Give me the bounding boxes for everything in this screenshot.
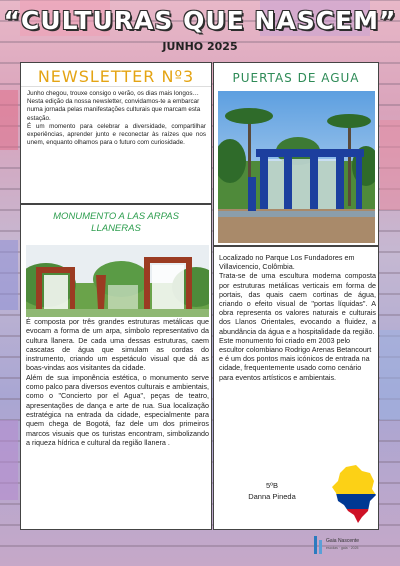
monumento-title-line: LLANERAS: [91, 223, 141, 234]
puertas-photo: [218, 91, 375, 243]
school-logo: [312, 534, 372, 560]
newsletter-intro-panel: [20, 62, 212, 204]
issue-date: JUNHO 2025: [162, 40, 238, 53]
newsletter-title: NEWSLETTER Nº3: [21, 63, 211, 87]
wall-brick: [0, 240, 18, 310]
author-signature: [222, 480, 322, 502]
monumento-paragraph: É composta por três grandes estruturas metálicas que evocam a forma de um arpa, símbolo representativo da cultura llanera. De cada uma dessas estruturas, caem cascatas de água que simulam as cordas do instrumento, criando um espetáculo visual que dá as boas-vindas aos visitantes da cidade.: [26, 317, 209, 373]
puertas-text: [219, 253, 376, 382]
wall-brick: [380, 330, 400, 420]
monumento-title: [21, 205, 211, 245]
puertas-paragraph: Localizado no Parque Los Fundadores em Villavicencio, Colômbia.: [219, 253, 355, 272]
author-name: Danna Pineda: [248, 492, 296, 501]
intro-paragraph: É um momento para celebrar a diversidade, compartilhar experiências, aprender junto e reconectar às raízes que nos unem, enquanto olhamos para o futuro com curiosidade.: [27, 122, 206, 147]
colombia-flag-map-icon: [332, 465, 376, 523]
monumento-paragraph: Além de sua imponência estética, o monumento serve como palco para diversos eventos culturais e ambientais, como o "Concierto por el Agua", peças de teatro, apresentações de dança e arte de rua. Sua localização estratégica na entrada da cidade, especialmente para quem chega de Bogotá, faz dele um dos primeiros marcos visuais que os turistas encontram, simbolizando a riqueza hídrica e cultural da região llanera .: [26, 372, 209, 447]
intro-paragraph: Junho chegou, trouxe consigo o verão, os dias mais longos…: [27, 90, 199, 97]
newsletter-intro-text: [21, 87, 211, 147]
wall-brick: [380, 120, 400, 210]
intro-paragraph: Nesta edição da nossa newsletter, convidamos-te a embarcar numa jornada pelas manifestações culturais que marcam esta estação.: [27, 98, 201, 122]
puertas-text-panel: [213, 246, 379, 530]
puertas-paragraph: Este monumento foi criado em 2003 pelo escultor colombiano Rodrigo Arenas Betancourt e é um dos pontos mais icónicos de entrada na cidade, frequentemente usado como cenário para eventos artísticos e ambientais.: [219, 335, 372, 382]
monumento-panel: [20, 204, 212, 530]
logo-name: Gaia Nascente: [326, 538, 360, 544]
logo-tagline: escolas · gaia · 2025: [326, 546, 359, 550]
puertas-paragraph: Trata-se de uma escultura moderna composta por estruturas metálicas verticais em forma de portais, das quais caem cortinas de água, criando o efeito visual de "portas líquidas". A obra representa os valores naturais e culturais dos Llanos Orientales, evocando a fluidez, a abundância da água e a hospitalidade da região.: [219, 271, 376, 336]
wall-brick: [0, 90, 18, 150]
puertas-panel: [213, 62, 379, 246]
puertas-title: PUERTAS DE AGUA: [232, 71, 360, 85]
monumento-text: [26, 317, 209, 447]
author-class: 5ºB: [266, 481, 278, 490]
wall-brick: [0, 420, 18, 500]
monumento-photo: [26, 245, 209, 317]
monumento-title-line: MONUMENTO A LAS ARPAS: [53, 211, 179, 222]
page-title: “CULTURAS QUE NASCEM”: [3, 6, 397, 35]
